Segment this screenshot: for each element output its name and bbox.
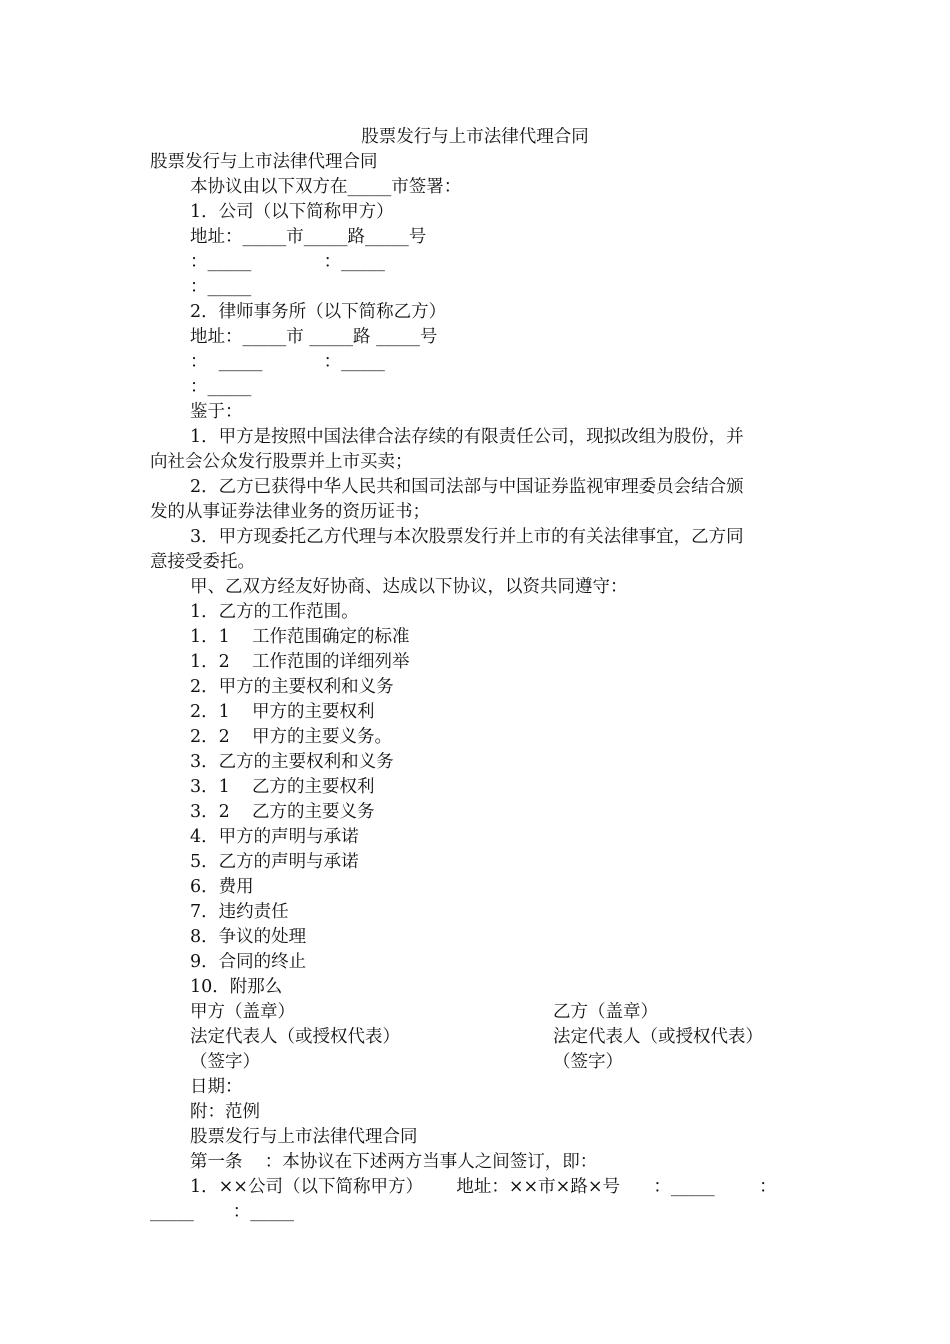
party-a-contact-line-2: ：_____ xyxy=(190,277,252,297)
clause-5: 5．乙方的声明与承诺 xyxy=(190,852,359,872)
clause-1-1: 1．1 工作范围确定的标准 xyxy=(190,627,410,647)
whereas-2-line-2: 发的从事证券法律业务的资历证书； xyxy=(150,502,430,522)
party-b-seal: 乙方（盖章） xyxy=(553,1002,658,1022)
clause-2-1: 2．1 甲方的主要权利 xyxy=(190,702,375,722)
party-a-signature: （签字） xyxy=(190,1052,260,1072)
date-label: 日期： xyxy=(190,1077,243,1097)
party-b-contact-line-2: ：_____ xyxy=(190,377,252,397)
clause-6: 6．费用 xyxy=(190,877,254,897)
party-b-contact-line: ： _____ ：_____ xyxy=(190,352,385,372)
example-party-a-line: 1．××公司（以下简称甲方） 地址：××市×路×号 ：_____ ： xyxy=(190,1177,777,1197)
whereas-3-line-1: 3．甲方现委托乙方代理与本次股票发行并上市的有关法律事宜，乙方同 xyxy=(190,527,744,547)
whereas-heading: 鉴于： xyxy=(190,402,243,422)
clause-3-1: 3．1 乙方的主要权利 xyxy=(190,777,375,797)
clause-3: 3．乙方的主要权利和义务 xyxy=(190,752,394,772)
clause-10: 10．附那么 xyxy=(190,977,283,997)
clause-3-2: 3．2 乙方的主要义务 xyxy=(190,802,375,822)
clause-4: 4．甲方的声明与承诺 xyxy=(190,827,359,847)
whereas-1-line-1: 1．甲方是按照中国法律合法存续的有限责任公司，现拟改组为股份，并 xyxy=(190,427,744,447)
clause-7: 7．违约责任 xyxy=(190,902,289,922)
party-b-signature: （签字） xyxy=(553,1052,623,1072)
document-title: 股票发行与上市法律代理合同 xyxy=(361,127,589,147)
article-1: 第一条 ：本协议在下述两方当事人之间签订，即： xyxy=(190,1152,598,1172)
party-a-contact-line: ：_____ ：_____ xyxy=(190,252,385,272)
party-b-representative: 法定代表人（或授权代表） xyxy=(553,1027,763,1047)
example-party-a-contact: _____ ：_____ xyxy=(150,1202,294,1222)
party-b-address: 地址：_____市 _____路 _____号 xyxy=(190,327,438,347)
party-a-heading: 1．公司（以下简称甲方） xyxy=(190,202,394,222)
heading-contract-name: 股票发行与上市法律代理合同 xyxy=(150,152,378,172)
clause-9: 9．合同的终止 xyxy=(190,952,307,972)
appendix-label: 附：范例 xyxy=(190,1102,260,1122)
party-a-seal: 甲方（盖章） xyxy=(190,1002,295,1022)
whereas-3-line-2: 意接受委托。 xyxy=(150,552,255,572)
agreement-intro: 本协议由以下双方在_____市签署： xyxy=(190,177,462,197)
party-a-representative: 法定代表人（或授权代表） xyxy=(190,1027,400,1047)
whereas-2-line-1: 2．乙方已获得中华人民共和国司法部与中国证券监视审理委员会结合颁 xyxy=(190,477,744,497)
clause-1-2: 1．2 工作范围的详细列举 xyxy=(190,652,410,672)
whereas-1-line-2: 向社会公众发行股票并上市买卖； xyxy=(150,452,413,472)
agreement-statement: 甲、乙双方经友好协商、达成以下协议，以资共同遵守： xyxy=(190,577,628,597)
example-title: 股票发行与上市法律代理合同 xyxy=(190,1127,418,1147)
clause-2-2: 2．2 甲方的主要义务。 xyxy=(190,727,393,747)
clause-2: 2．甲方的主要权利和义务 xyxy=(190,677,394,697)
clause-8: 8．争议的处理 xyxy=(190,927,307,947)
clause-1: 1．乙方的工作范围。 xyxy=(190,602,359,622)
party-a-address: 地址：_____市_____路_____号 xyxy=(190,227,427,247)
party-b-heading: 2．律师事务所（以下简称乙方） xyxy=(190,302,447,322)
